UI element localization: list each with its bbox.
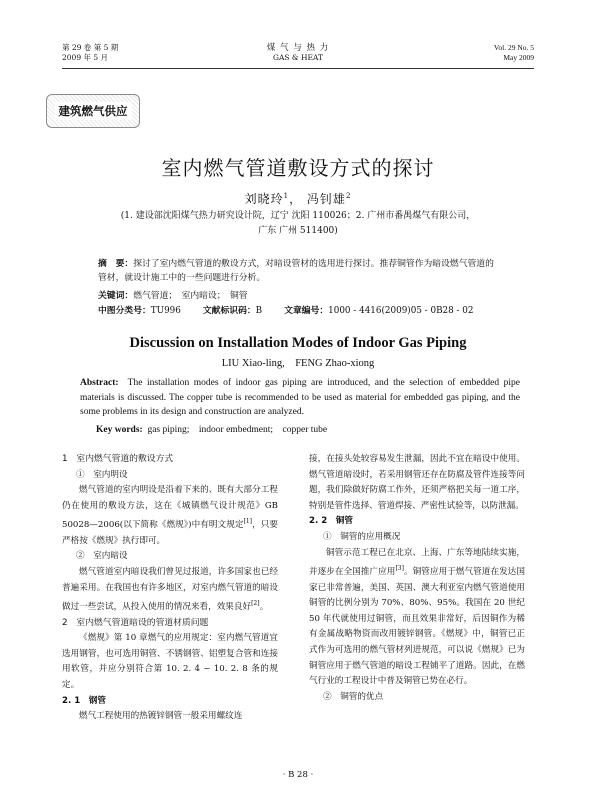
body-paragraph-continued [309, 452, 525, 514]
authors-cn [0, 190, 596, 207]
abstract-en-text: The installation modes of indoor gas piping are introduced, and the selection of embedded pipe materials is discussed. The copper tube is recommended to be used as material for embedded gas piping, and the some problems in its design and construction are analyzed. [80, 378, 520, 418]
citation-ref: [2] [251, 600, 260, 608]
header-rule [62, 68, 534, 69]
paragraph-text: 燃气管道室内暗设我们曾见过报道，许多国家也已经普遍采用。在我国也有许多地区，对室内燃气管道的暗设做过一些尝试，从投入使用的情况来看，效果良好 [62, 567, 278, 613]
author-2: 冯钊雄 [306, 192, 346, 206]
article-no-label: 文章编号： [284, 306, 329, 316]
subsection-heading [309, 514, 525, 530]
citation-ref: [1] [243, 518, 253, 526]
paragraph-text: 2. 2 铜管 [309, 516, 353, 527]
clc-value: TU996 [150, 306, 181, 316]
author-1: 刘晓玲 [244, 192, 284, 206]
doc-code-value: B [255, 306, 263, 316]
affiliations-cn [90, 209, 506, 239]
header-volume-en-info [494, 43, 534, 63]
paragraph-text: ① 铜管的应用概况 [323, 531, 401, 542]
body-paragraph [309, 546, 525, 690]
abstract-cn-text: 探讨了室内燃气管道的敷设方式，对暗设管材的选用进行探讨。推荐铜管作为暗设燃气管道的管材，就设计施工中的一些问题进行分析。 [98, 259, 494, 283]
abstract-en-label: Abstract: [80, 378, 119, 388]
article-title-en: Discussion on Installation Modes of Indoor Gas Piping [129, 335, 467, 351]
section-heading [62, 452, 278, 468]
item-heading [62, 549, 278, 565]
article-no-value: 1000 - 4416(2009)05 - 0B28 - 02 [328, 306, 474, 316]
keywords-cn-text: 燃气管道； 室内暗设； 铜管 [133, 291, 248, 301]
author-separator: ， [289, 192, 303, 206]
keywords-en [96, 421, 516, 435]
subsection-heading [62, 694, 278, 710]
paragraph-text: ② 铜管的优点 [323, 691, 384, 702]
section-heading [62, 616, 278, 632]
paragraph-text: 1 室内燃气管道的敷设方式 [62, 454, 174, 464]
header-date-en: May 2009 [503, 53, 534, 62]
body-paragraph [62, 709, 278, 725]
paragraph-text: 2. 1 钢管 [62, 695, 106, 706]
affiliation-line: 广东 广州 511400) [258, 226, 338, 236]
section-badge-label: 建筑燃气供应 [55, 102, 132, 120]
section-badge [46, 94, 140, 128]
page-number: · B 28 · [282, 770, 314, 780]
clc-label: 中图分类号： [98, 306, 151, 316]
paragraph-text: 铜管示范工程已在北京、上海、广东等地陆续实施，并逐步在全国推广应用 [309, 547, 525, 578]
paragraph-text-tail: 。铜管应用于燃气管道在发达国家已非常普遍，美国、英国、澳大利亚室内燃气管道使用铜管的比例分别为 70%、80%、95%。我国在 20 世纪 50 年代就使用过铜管，而且效果非常好，后因铜作为稀有金属战略物资而改用镀锌钢管。《燃规》中，铜管已正式作为可选用的燃气管材列进规范，可以说《燃规》已为铜管应用于燃气管道的暗设工程铺平了道路。因此，在燃气行业的工程设计中普及铜管已势在必行。 [309, 567, 525, 687]
item-heading [62, 468, 278, 484]
header-volume-en: Vol. 29 No. 5 [493, 43, 534, 52]
paragraph-text: 接，在接头处较容易发生泄漏，因此不宜在暗设中使用。燃气管道暗设时，若采用钢管还存在防腐及管件连接等问题，我们除做好防腐工作外，还须严格把关每一道工序，特别是管件选择、管道焊接、严密性试验等，以防泄漏。 [309, 454, 525, 511]
keywords-en-text: gas piping; indoor embedment; copper tube [147, 425, 328, 435]
paragraph-text: ② 室内暗设 [76, 551, 128, 562]
doc-code-label: 文献标识码： [202, 306, 256, 316]
classification-line [98, 305, 498, 319]
authors-en: LIU Xiao-ling, FENG Zhao-xiong [221, 358, 375, 369]
paragraph-text: ① 室内明设 [76, 469, 128, 480]
header-volume-issue: 第 29 卷 第 5 期 [62, 43, 119, 52]
abstract-en [80, 376, 520, 420]
header-journal-cn: 煤 气 与 热 力 [266, 43, 330, 53]
body-paragraph [62, 483, 278, 549]
body-paragraph [62, 565, 278, 616]
paragraph-text: 2 室内燃气管道暗设的管道材质问题 [62, 617, 209, 628]
author-1-affil-mark: 1 [283, 192, 290, 200]
keywords-cn-label: 关键词： [98, 291, 134, 301]
abstract-cn-label: 摘 要： [98, 259, 134, 269]
paragraph-text: 燃气工程使用的热镀锌钢管一般采用螺纹连 [79, 711, 243, 722]
item-heading [309, 690, 525, 706]
affiliation-line: (1. 建设部沈阳煤气热力研究设计院，辽宁 沈阳 110026；2. 广州市番禺煤气有限公司， [120, 211, 476, 221]
paragraph-text-tail: 。 [259, 602, 269, 613]
item-heading [309, 530, 525, 546]
article-title-cn: 室内燃气管道敷设方式的探讨 [161, 156, 435, 180]
keywords-cn [98, 290, 498, 304]
author-2-affil-mark: 2 [345, 192, 352, 200]
body-paragraph [62, 631, 278, 693]
keywords-en-label: Key words: [96, 425, 143, 435]
citation-ref: [3] [395, 565, 404, 573]
body-column-left [62, 452, 278, 725]
header-date-cn: 2009 年 5 月 [62, 53, 109, 62]
header-journal-en: GAS & HEAT [272, 53, 323, 62]
abstract-cn [98, 258, 498, 285]
paragraph-text: 燃气管道的室内明设是沿着下来的、既有大部分工程仍在使用的敷设方法，这在《城镇燃气设计规范》GB 50028—2006(以下简称《燃规》)中有明文规定 [62, 485, 278, 531]
paragraph-text: 《燃规》第 10 章燃气的应用规定：室内燃气管道宜选用钢管，也可选用铜管、不锈钢管、铝塑复合管和连接用软管，并应分别符合第 10. 2. 4 ~ 10. 2. 8 条的规定。 [62, 633, 278, 691]
body-column-right [309, 452, 525, 705]
paragraph-text-tail: ，只要严格按《燃规》执行即可。 [62, 520, 278, 546]
